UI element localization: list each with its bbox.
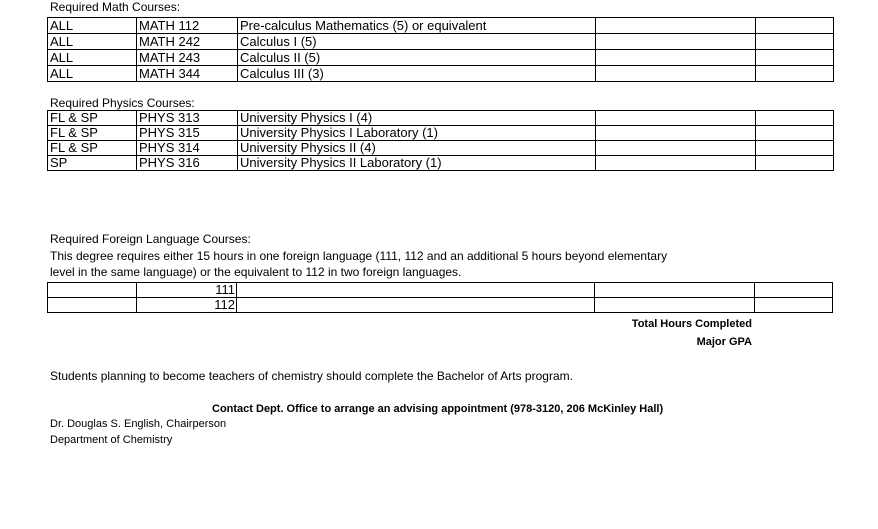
semester-cell: FL & SP (48, 111, 137, 126)
table-row (48, 66, 834, 82)
semester-cell: ALL (48, 34, 137, 50)
department-name: Department of Chemistry (50, 434, 173, 446)
title-cell: University Physics I (4) (238, 111, 596, 126)
table-row (48, 156, 834, 171)
semester-cell: SP (48, 156, 137, 171)
table-row (48, 18, 834, 34)
grade-cell (596, 34, 756, 50)
table-row (48, 50, 834, 66)
contact-note: Contact Dept. Office to arrange an advising appointment (978-3120, 206 McKinley Hall) (212, 403, 664, 415)
hours-cell (756, 111, 834, 126)
physics-courses-heading: Required Physics Courses: (50, 96, 195, 110)
grade-cell (596, 156, 756, 171)
grade-cell (596, 66, 756, 82)
title-cell: Calculus III (3) (238, 66, 596, 82)
course-cell: PHYS 315 (137, 126, 238, 141)
semester-cell (48, 283, 137, 298)
language-description-line2: level in the same language) or the equivalent to 112 in two foreign languages. (50, 265, 462, 279)
hours-cell (756, 34, 834, 50)
major-gpa-label: Major GPA (696, 336, 752, 348)
table-row (48, 298, 833, 313)
semester-cell: FL & SP (48, 126, 137, 141)
hours-cell (756, 126, 834, 141)
table-row (48, 283, 833, 298)
grade-cell (596, 141, 756, 156)
hours-cell (756, 50, 834, 66)
total-hours-label: Total Hours Completed (631, 318, 752, 330)
title-cell: Pre-calculus Mathematics (5) or equivalent (238, 18, 596, 34)
math-courses-heading: Required Math Courses: (50, 0, 181, 14)
chair-name: Dr. Douglas S. English, Chairperson (50, 418, 227, 430)
hours-cell (756, 156, 834, 171)
language-courses-heading: Required Foreign Language Courses: (50, 232, 251, 246)
hours-cell (755, 283, 833, 298)
course-cell: 111 (137, 283, 237, 298)
table-row (48, 141, 834, 156)
grade-cell (596, 126, 756, 141)
math-courses-table (47, 17, 834, 82)
course-cell: 112 (137, 298, 237, 313)
semester-cell: ALL (48, 66, 137, 82)
semester-cell: ALL (48, 50, 137, 66)
title-cell (237, 283, 595, 298)
teachers-note: Students planning to become teachers of chemistry should complete the Bachelor of Arts program. (50, 369, 573, 383)
grade-cell (596, 50, 756, 66)
course-cell: PHYS 314 (137, 141, 238, 156)
course-cell: MATH 243 (137, 50, 238, 66)
hours-cell (756, 18, 834, 34)
title-cell: Calculus I (5) (238, 34, 596, 50)
semester-cell: FL & SP (48, 141, 137, 156)
course-cell: PHYS 313 (137, 111, 238, 126)
hours-cell (756, 66, 834, 82)
course-cell: PHYS 316 (137, 156, 238, 171)
course-cell: MATH 242 (137, 34, 238, 50)
language-description-line1: This degree requires either 15 hours in one foreign language (111, 112 and an additional 5 hours beyond elementary (50, 249, 668, 263)
table-row (48, 34, 834, 50)
grade-cell (596, 18, 756, 34)
hours-cell (755, 298, 833, 313)
title-cell: University Physics I Laboratory (1) (238, 126, 596, 141)
physics-courses-table (47, 110, 834, 171)
title-cell: University Physics II (4) (238, 141, 596, 156)
title-cell: Calculus II (5) (238, 50, 596, 66)
semester-cell (48, 298, 137, 313)
grade-cell (595, 298, 755, 313)
grade-cell (595, 283, 755, 298)
title-cell: University Physics II Laboratory (1) (238, 156, 596, 171)
title-cell (237, 298, 595, 313)
table-row (48, 111, 834, 126)
table-row (48, 126, 834, 141)
grade-cell (596, 111, 756, 126)
semester-cell: ALL (48, 18, 137, 34)
language-courses-table (47, 282, 833, 313)
course-cell: MATH 344 (137, 66, 238, 82)
hours-cell (756, 141, 834, 156)
course-cell: MATH 112 (137, 18, 238, 34)
